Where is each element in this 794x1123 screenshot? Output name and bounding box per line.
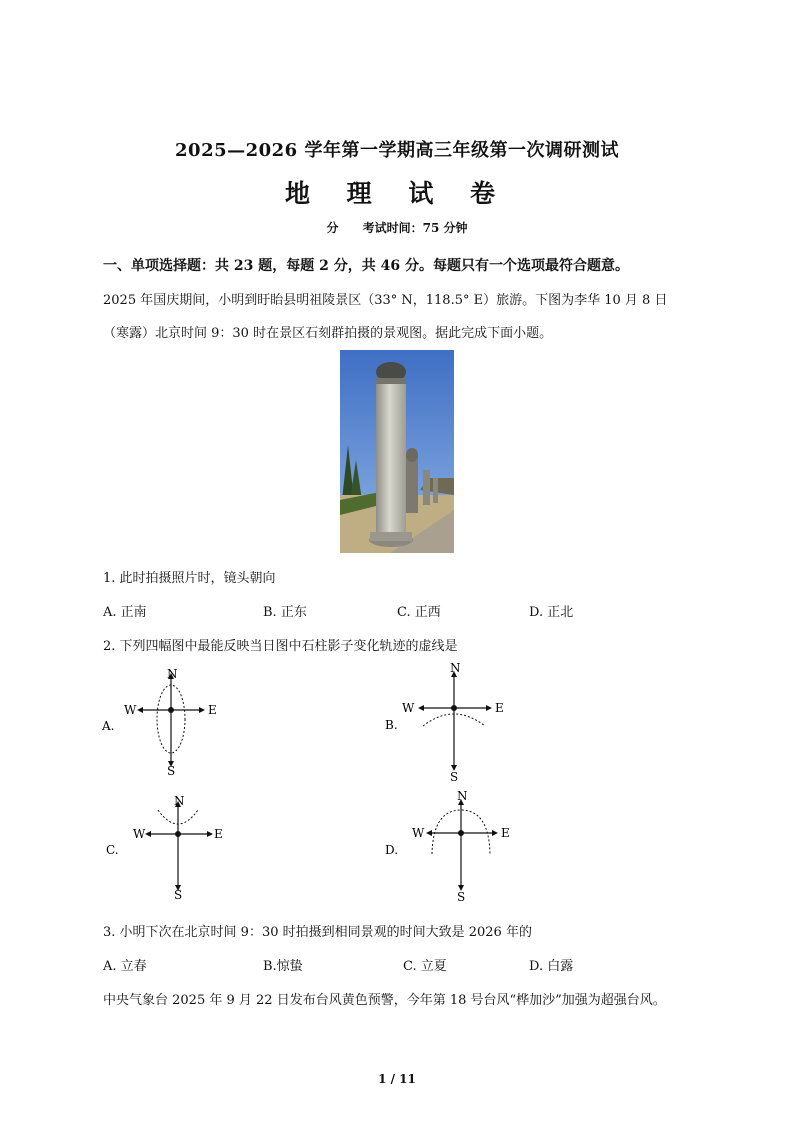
diagram-b-south: S xyxy=(450,770,459,784)
diagram-b-east: E xyxy=(495,701,504,715)
diagram-d-north: N xyxy=(457,789,468,803)
page-number: 1 / 11 xyxy=(378,1072,416,1086)
diagram-a-north: N xyxy=(167,667,178,681)
diagram-c-label: C. xyxy=(106,843,119,857)
q1-option-d: D. 正北 xyxy=(529,605,574,620)
exam-title: 2025—2026 学年第一学期高三年级第一次调研测试 xyxy=(175,140,619,161)
diagram-d-west: W xyxy=(412,826,425,840)
q1-option-c: C. 正西 xyxy=(397,605,441,620)
diagram-d-label: D. xyxy=(385,843,399,857)
q1-option-a: A. 正南 xyxy=(103,605,147,620)
q3-option-b: B.惊蛰 xyxy=(263,959,303,974)
diagram-c-south: S xyxy=(174,888,183,902)
section-heading: 一、单项选择题：共 23 题，每题 2 分，共 46 分。每题只有一个选项最符合题意。 xyxy=(103,258,629,274)
diagram-c-east: E xyxy=(214,827,223,841)
q1-option-b: B. 正东 xyxy=(263,605,307,620)
diagram-a-west: W xyxy=(124,703,137,717)
q3-option-a: A. 立春 xyxy=(103,959,147,974)
intro-line-1: 2025 年国庆期间，小明到盱眙县明祖陵景区（33° N，118.5° E）旅游。下图为李华 10 月 8 日 xyxy=(103,293,668,308)
time-label: 考试时间：75 分钟 xyxy=(362,221,468,235)
diagram-c xyxy=(104,792,234,904)
q3-option-d: D. 白露 xyxy=(529,959,574,974)
diagram-a xyxy=(100,664,230,779)
diagram-a-label: A. xyxy=(102,719,115,733)
diagram-b-west: W xyxy=(402,701,415,715)
diagram-b xyxy=(383,660,523,785)
question-1-stem: 1. 此时拍摄照片时，镜头朝向 xyxy=(103,571,276,586)
intro-line-2: （寒露）北京时间 9：30 时在景区石刻群拍摄的景观图。据此完成下面小题。 xyxy=(103,326,553,341)
diagram-d-east: E xyxy=(501,826,510,840)
diagram-c-west: W xyxy=(133,827,146,841)
diagram-b-north: N xyxy=(450,661,461,675)
q3-option-c: C. 立夏 xyxy=(403,959,447,974)
score-label: 分 xyxy=(326,221,339,235)
stone-pillar-photo xyxy=(340,350,454,553)
subject-title: 地 理 试 卷 xyxy=(284,179,510,208)
question-2-stem: 2. 下列四幅图中最能反映当日图中石柱影子变化轨迹的虚线是 xyxy=(103,639,458,654)
diagram-c-north: N xyxy=(174,794,185,808)
diagram-a-east: E xyxy=(208,703,217,717)
diagram-d xyxy=(383,788,523,906)
exam-info xyxy=(0,219,794,236)
diagram-a-south: S xyxy=(167,764,176,778)
diagram-d-south: S xyxy=(457,890,466,904)
typhoon-intro: 中央气象台 2025 年 9 月 22 日发布台风黄色预警，今年第 18 号台风“桦加沙”加强为超强台风。 xyxy=(103,993,666,1008)
diagram-b-label: B. xyxy=(385,718,398,732)
question-3-stem: 3. 小明下次在北京时间 9：30 时拍摄到相同景观的时间大致是 2026 年的 xyxy=(103,925,532,940)
